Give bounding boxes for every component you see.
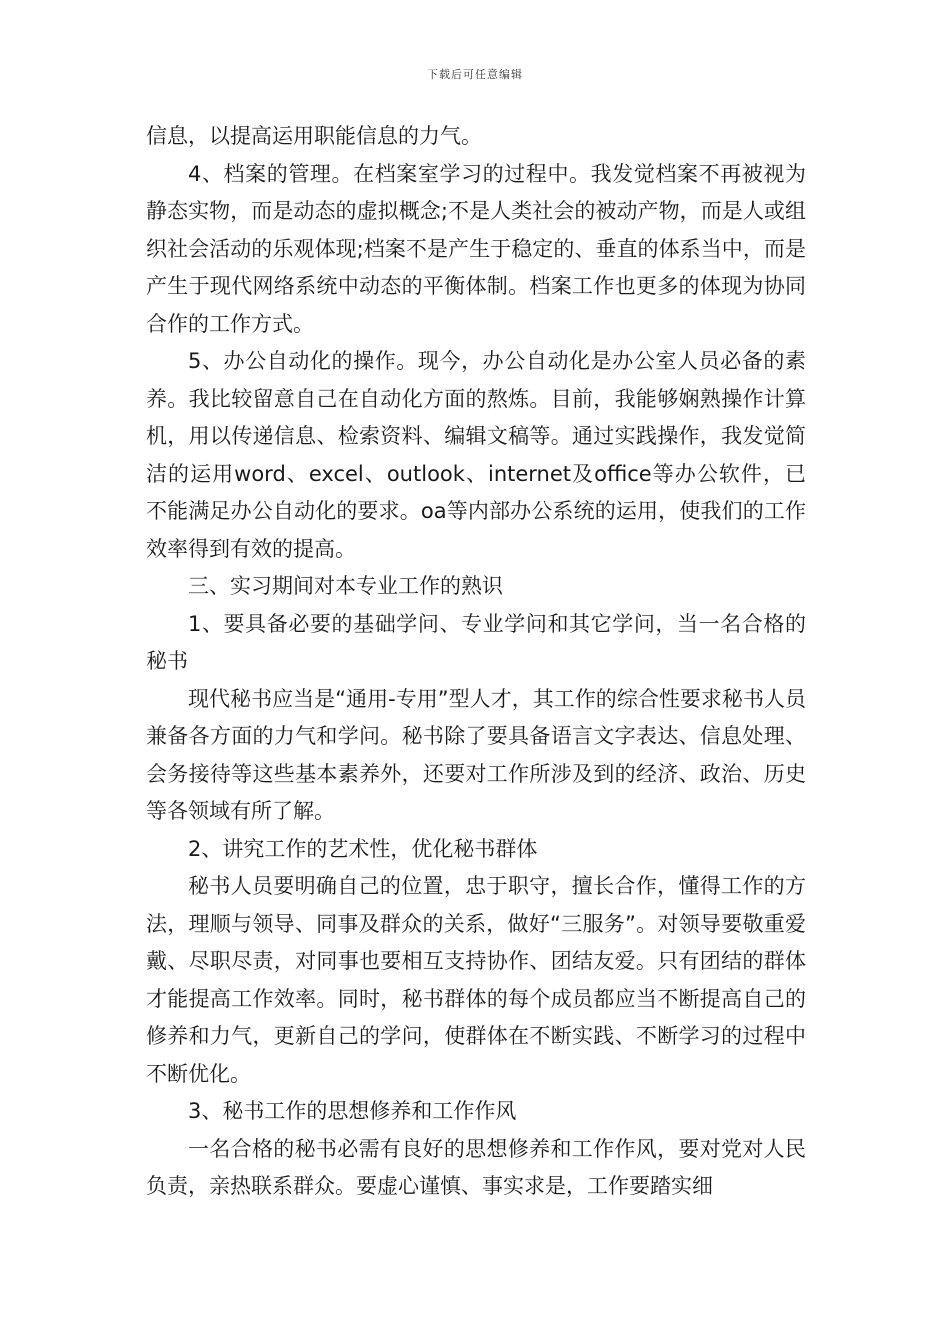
- section-heading: 三、实习期间对本专业工作的熟识: [188, 574, 503, 598]
- subheading-2: 2、讲究工作的艺术性，优化秘书群体: [188, 836, 538, 861]
- subheading-1: 1、要具备必要的基础学问、专业学问和其它学问，当一名合格的秘书: [146, 611, 806, 673]
- paragraph-6: 一名合格的秘书必需有良好的思想修养和工作作风，要对党对人民负责，亲热联系群众。要虚心谨慎、事实求是，工作要踏实细: [146, 1136, 806, 1198]
- paragraph-1: 信息，以提高运用职能信息的力气。: [146, 124, 482, 148]
- paragraph-5: 秘书人员要明确自己的位置，忠于职守，擅长合作，懂得工作的方法，理顺与领导、同事及群众的关系，做好“三服务”。对领导要敬重爱戴、尽职尽责，对同事也要相互支持协作、团结友爱。只有团结的群体才能提高工作效率。同时，秘书群体的每个成员都应当不断提高自己的修养和力气，更新自己的学问，使群体在不断实践、不断学习的过程中不断优化。: [146, 874, 806, 1086]
- page-header: 下载后可任意编辑: [427, 68, 523, 81]
- paragraph-2: 4、档案的管理。在档案室学习的过程中。我发觉档案不再被视为静态实物，而是动态的虚拟概念;不是人类社会的被动产物，而是人或组织社会活动的乐观体现;档案不是产生于稳定的、垂直的体系当中，而是产生于现代网络系统中动态的平衡体制。档案工作也更多的体现为协同合作的工作方式。: [146, 161, 806, 336]
- document-body: [146, 118, 806, 1206]
- paragraph-4: 现代秘书应当是“通用-专用”型人才，其工作的综合性要求秘书人员兼备各方面的力气和学问。秘书除了要具备语言文字表达、信息处理、会务接待等这些基本素养外，还要对工作所涉及到的经济、政治、历史等各领域有所了解。: [146, 686, 806, 823]
- subheading-3: 3、秘书工作的思想修养和工作作风: [188, 1099, 517, 1123]
- paragraph-3: 5、办公自动化的操作。现今，办公自动化是办公室人员必备的素养。我比较留意自己在自动化方面的熬炼。目前，我能够娴熟操作计算机，用以传递信息、检索资料、编辑文稿等。通过实践操作，我发觉简洁的运用word、excel、outlook、internet及office等办公软件，已不能满足办公自动化的要求。oa等内部办公系统的运用，使我们的工作效率得到有效的提高。: [146, 349, 806, 561]
